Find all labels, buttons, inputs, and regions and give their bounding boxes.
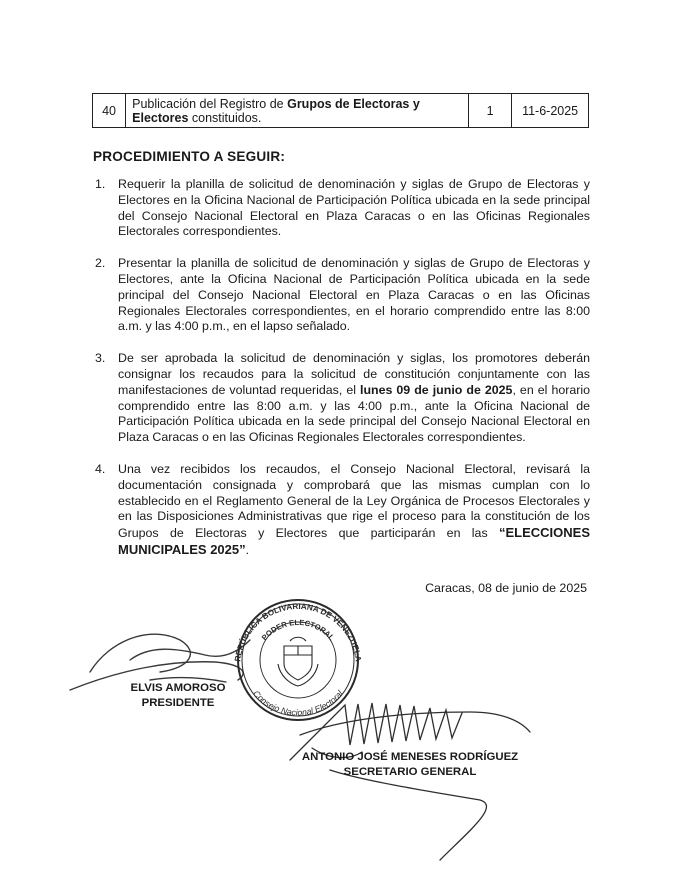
list-item — [95, 177, 590, 240]
step-text: De ser aprobada la solicitud de denominación y siglas, los promotores deberán consignar los recaudos para la solicitud de constitución conjuntamente con las manifestaciones de voluntad requeridas, el — [118, 351, 590, 397]
activity-date: 11-6-2025 — [512, 94, 589, 128]
step-text: Presentar la planilla de solicitud de denominación y siglas de Grupo de Electoras y Electores, ante la Oficina Nacional de Participación Política ubicada en la sede principal del Consejo Nacional Electoral en Plaza Caracas o en las Oficinas Regionales Electorales correspondientes, en el horario comprendido entre las 8:00 a.m. y las 4:00 p.m., en el lapso señalado. — [118, 256, 590, 334]
president-signature-block — [118, 681, 238, 711]
secretary-signature — [290, 703, 530, 860]
procedure-list — [95, 177, 590, 575]
table-row — [93, 94, 589, 128]
signatory-title: SECRETARIO GENERAL — [343, 766, 477, 778]
place-date: Caracas, 08 de junio de 2025 — [425, 581, 587, 595]
signatory-name: ELVIS AMOROSO — [130, 682, 226, 694]
seal-outer-text: REPÚBLICA BOLIVARIANA DE VENEZUELA — [233, 601, 363, 663]
step-text-end: . — [245, 542, 250, 557]
schedule-table — [92, 93, 589, 128]
step-text: Requerir la planilla de solicitud de denominación y siglas de Grupo de Electoras y Electores en la Oficina Nacional de Participación Política ubicada en la sede principal del Consejo Nacional Electoral en Plaza Caracas o en las Oficinas Regionales Electorales correspondientes. — [118, 177, 590, 239]
step-text: Una vez recibidos los recaudos, el Consejo Nacional Electoral, revisará la documentación consignada y comprobará que las mismas cumplan con lo establecido en el Reglamento General de la Ley Orgánica de Procesos Electorales y en las Disposiciones Administrativas que rige el proceso para la constitución de los Grupos de Electoras y Electores que participarán en las — [118, 461, 590, 541]
signatory-name: ANTONIO JOSÉ MENESES RODRÍGUEZ — [301, 751, 519, 763]
list-item — [95, 351, 590, 446]
step-text-end: , en el horario comprendido entre las 8:00 a.m. y las 4:00 p.m., ante la Oficina Nacional de Participación Política ubicada en la sede principal del Consejo Nacional Electoral en Plaza Caracas o en las Oficinas Regionales Electorales correspondientes. — [118, 382, 591, 445]
description-text: Publicación del Registro de — [132, 96, 288, 111]
coat-of-arms-icon — [278, 637, 318, 686]
signatory-title: PRESIDENTE — [141, 697, 215, 709]
description-bold: Grupos de Electoras y Electores — [132, 96, 420, 125]
list-item — [95, 256, 590, 335]
list-item — [95, 462, 590, 559]
seal-inner-text: PODER ELECTORAL — [259, 617, 337, 643]
activity-number: 40 — [93, 94, 126, 128]
step-bold: lunes 09 de junio de 2025 — [360, 382, 513, 397]
step-number: 1. — [95, 177, 106, 191]
step-number: 4. — [95, 461, 106, 476]
step-number: 3. — [95, 351, 106, 366]
section-heading: PROCEDIMIENTO A SEGUIR: — [93, 149, 286, 164]
activity-description — [126, 94, 469, 128]
step-bold: “ELECCIONES MUNICIPALES 2025” — [118, 525, 590, 557]
secretary-signature-block — [285, 750, 535, 780]
description-text-end: constituidos. — [188, 110, 262, 125]
seal-bottom-text: Consejo Nacional Electoral — [251, 688, 345, 718]
official-seal — [233, 600, 363, 720]
step-number: 2. — [95, 256, 106, 271]
activity-days: 1 — [468, 94, 511, 128]
